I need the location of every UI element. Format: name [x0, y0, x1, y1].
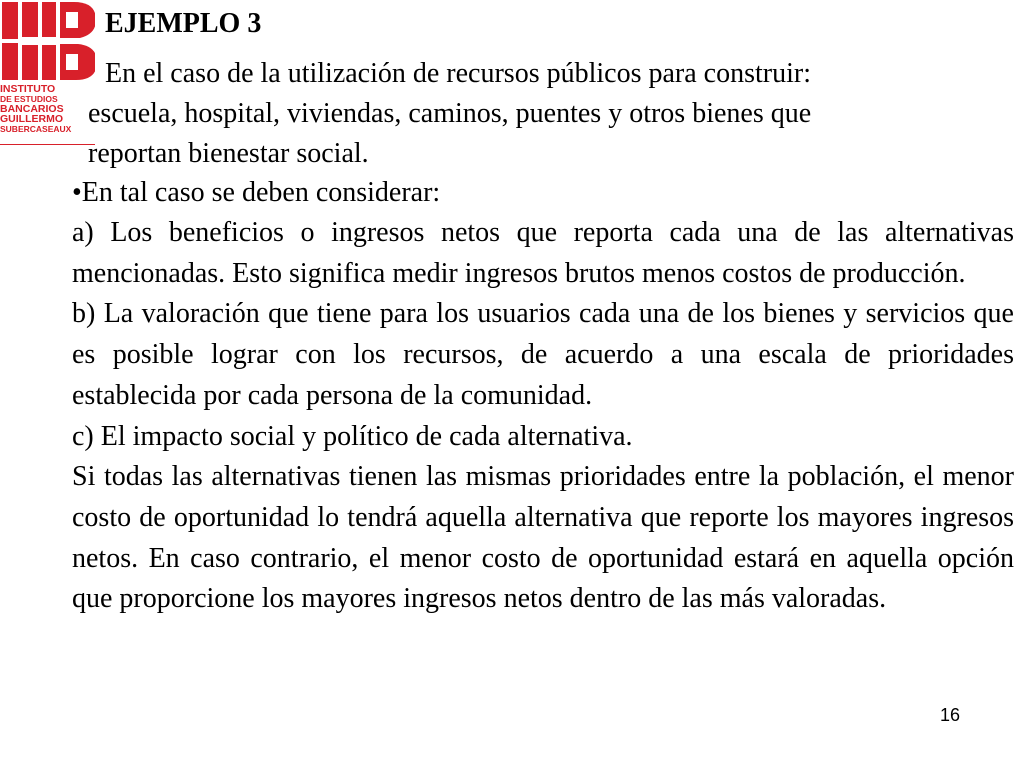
page-number: 16 [940, 705, 961, 725]
content-body [72, 213, 1014, 620]
logo-line: INSTITUTO [0, 83, 56, 95]
item-c: c) El impacto social y político de cada alternativa. [72, 420, 633, 452]
logo-line: GUILLERMO [0, 113, 63, 125]
conclusion-paragraph: Si todas las alternativas tienen las mismas prioridades entre la población, el menor costo de oportunidad lo tendrá aquella alternativa que reporte los mayores ingresos netos. En caso contrario, el menor costo de oportunidad estará en aquella opción que proporcione los mayores ingresos netos dentro de las más valoradas. [72, 461, 1014, 615]
intro-line-2: escuela, hospital, viviendas, caminos, puentes y otros bienes que [88, 98, 812, 129]
intro-line-1: En el caso de la utilización de recursos públicos para construir: [105, 58, 811, 89]
logo-line: DE ESTUDIOS [0, 94, 58, 104]
item-b: b) La valoración que tiene para los usuarios cada una de los bienes y servicios que es posible lograr con los recursos, de acuerdo a una escala de prioridades establecida por cada persona de la comunidad. [72, 298, 1014, 411]
logo-line: BANCARIOS [0, 103, 64, 115]
logo-divider [0, 144, 95, 145]
logo-line: SUBERCASEAUX [0, 124, 72, 134]
logo-mark-icon [0, 0, 95, 84]
intro-line-3: reportan bienestar social. [88, 138, 369, 169]
instituto-logo [0, 0, 95, 150]
item-a: a) Los beneficios o ingresos netos que reporta cada una de las alternativas mencionadas. Esto significa medir ingresos brutos menos costos de producción. [72, 217, 1014, 289]
logo-wordmark [0, 84, 95, 134]
bullet-line: •En tal caso se deben considerar: [72, 177, 441, 208]
slide-title: EJEMPLO 3 [105, 8, 262, 39]
